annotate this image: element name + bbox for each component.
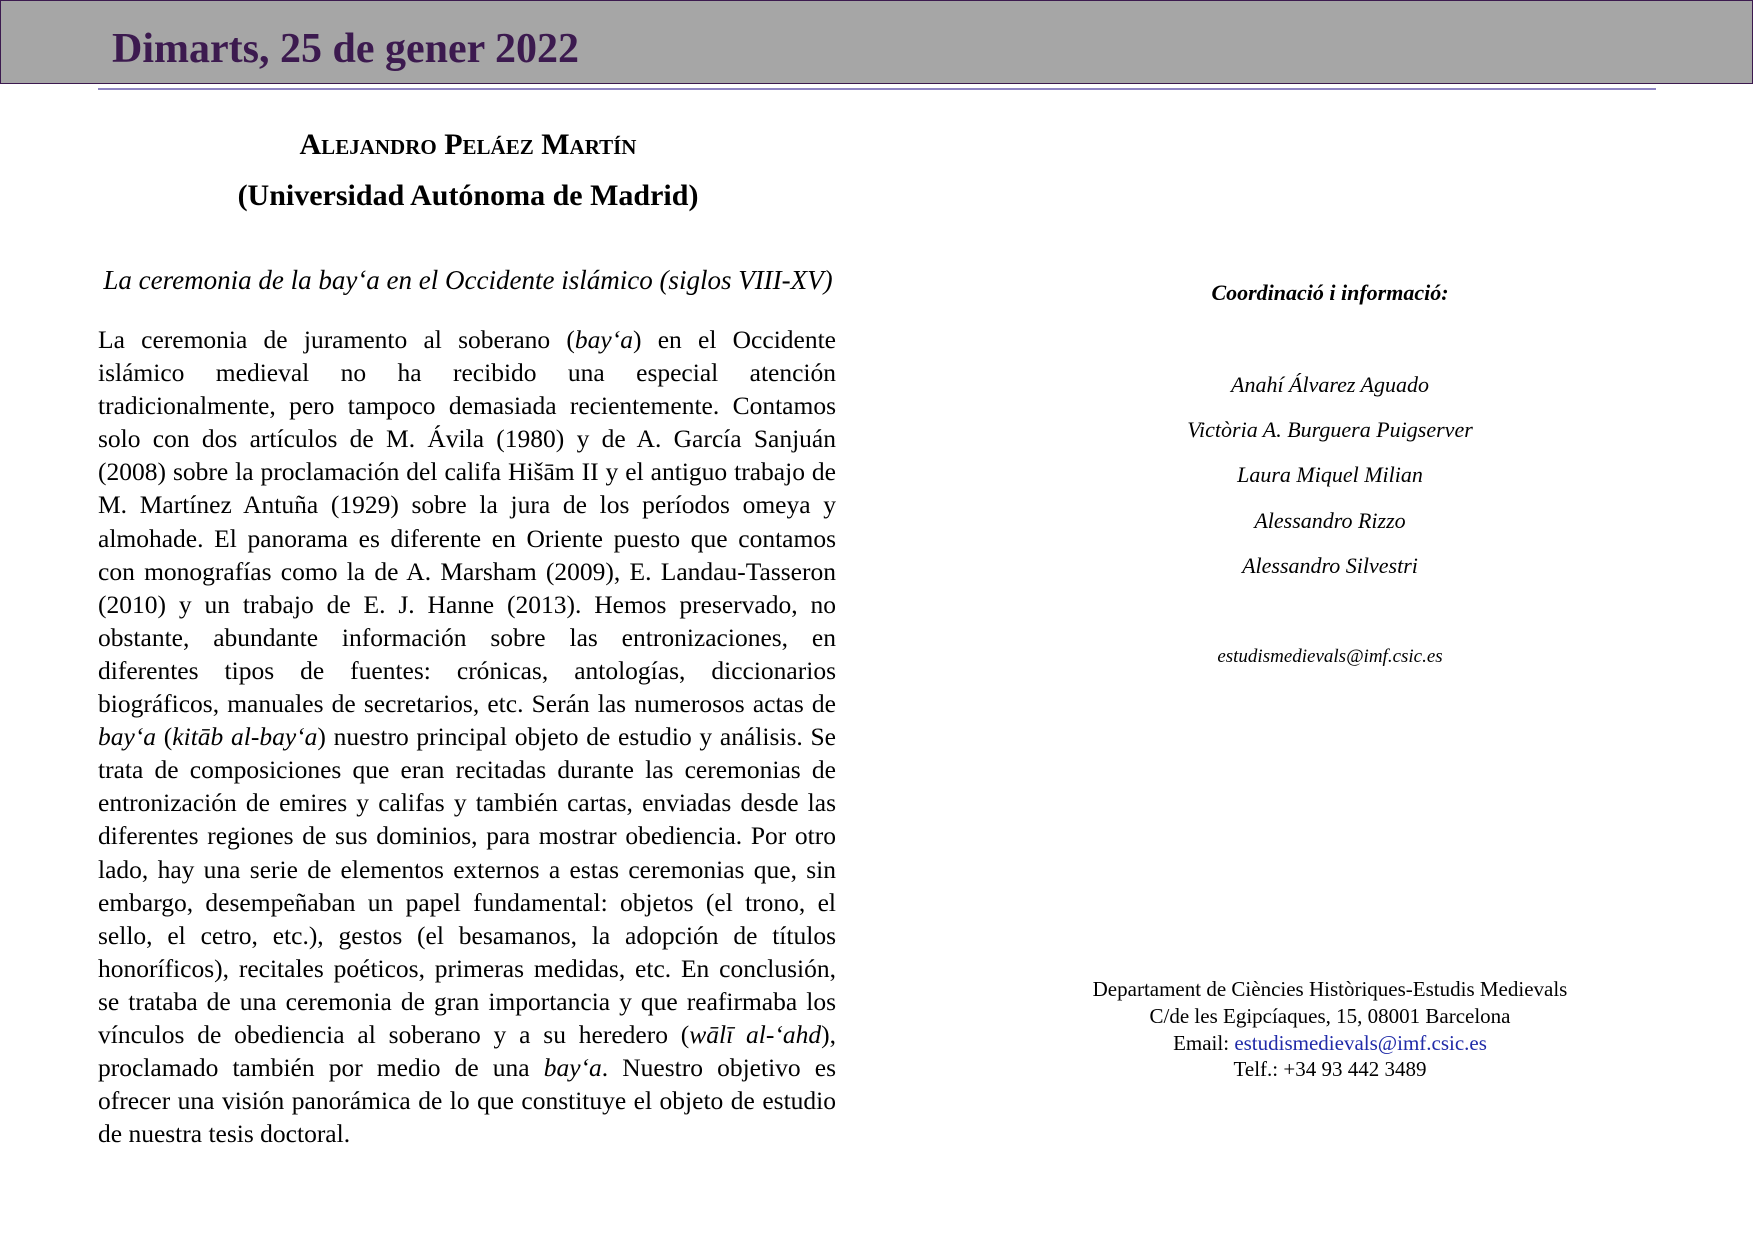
speaker-affiliation: (Universidad Autónoma de Madrid) xyxy=(237,179,699,212)
coordinator-name: Alessandro Silvestri xyxy=(1242,553,1418,578)
speaker-name: Alejandro Peláez Martín xyxy=(299,128,637,161)
contact-address: C/de les Egipcíaques, 15, 08001 Barcelona xyxy=(1149,1004,1511,1028)
coordinator-name: Anahí Álvarez Aguado xyxy=(1231,372,1429,397)
coordinator-name: Victòria A. Burguera Puigserver xyxy=(1187,417,1473,442)
contact-email-label: Email: xyxy=(1173,1031,1235,1055)
contact-email-line xyxy=(1030,1030,1630,1057)
coordinator-name: Alessandro Rizzo xyxy=(1254,508,1406,533)
abstract-text: La ceremonia de juramento al soberano (bay‘a) en el Occidente islámico medieval no ha recibido una especial atención tradicionalmente, pero tampoco demasiada recientemente. Contamos solo con dos artículos de M. Ávila (1980) y de A. García Sanjuán (2008) sobre la proclamación del califa Hišām II y el antiguo trabajo de M. Martínez Antuña (1929) sobre la jura de los períodos omeya y almohade. El panorama es diferente en Oriente puesto que contamos con monografías como la de A. Marsham (2009), E. Landau-Tasseron (2010) y un trabajo de E. J. Hanne (2013). Hemos preservado, no obstante, abundante información sobre las entronizaciones, en diferentes tipos de fuentes: crónicas, antologías, diccionarios biográficos, manuales de secretarios, etc. Serán las numerosos actas de bay‘a (kitāb al-bay‘a) nuestro principal objeto de estudio y análisis. Se trata de composiciones que eran recitadas durante las ceremonias de entronización de emires y califas y también cartas, enviadas desde las diferentes regiones de sus dominios, para mostrar obediencia. Por otro lado, hay una serie de elementos externos a estas ceremonias que, sin embargo, desempeñaban un papel fundamental: objetos (el trono, el sello, el cetro, etc.), gestos (el besamanos, la adopción de títulos honoríficos), recitales poéticos, primeras medidas, etc. En conclusión, se trataba de una ceremonia de gran importancia y que reafirmaba los vínculos de obediencia al soberano y a su heredero (wālī al-‘ahd), proclamado también por medio de una bay‘a. Nuestro objetivo es ofrecer una visión panorámica de lo que constituye el objeto de estudio de nuestra tesis doctoral. xyxy=(98,325,837,1149)
coordinator-name: Laura Miquel Milian xyxy=(1237,462,1423,487)
term-baya: bay‘a xyxy=(98,722,157,752)
contact-email-link[interactable]: estudismedievals@imf.csic.es xyxy=(1234,1031,1487,1055)
header-divider xyxy=(98,88,1656,90)
page-date-header: Dimarts, 25 de gener 2022 xyxy=(112,26,579,72)
term-baya: bay‘a xyxy=(574,325,633,354)
coordination-heading: Coordinació i informació: xyxy=(1211,280,1449,305)
term-baya: bay‘a xyxy=(543,1053,602,1083)
contact-phone: Telf.: +34 93 442 3489 xyxy=(1233,1057,1427,1081)
term-kitab-al-baya: kitāb al-bay‘a xyxy=(172,722,318,752)
talk-title: La ceremonia de la bay‘a en el Occidente islámico (siglos VIII-XV) xyxy=(103,265,833,295)
term-wali-al-ahd: wālī al-‘ahd xyxy=(689,1019,822,1049)
contact-department: Departament de Ciències Històriques-Estudis Medievals xyxy=(1092,977,1568,1001)
coordination-email: estudismedievals@imf.csic.es xyxy=(1217,646,1443,667)
